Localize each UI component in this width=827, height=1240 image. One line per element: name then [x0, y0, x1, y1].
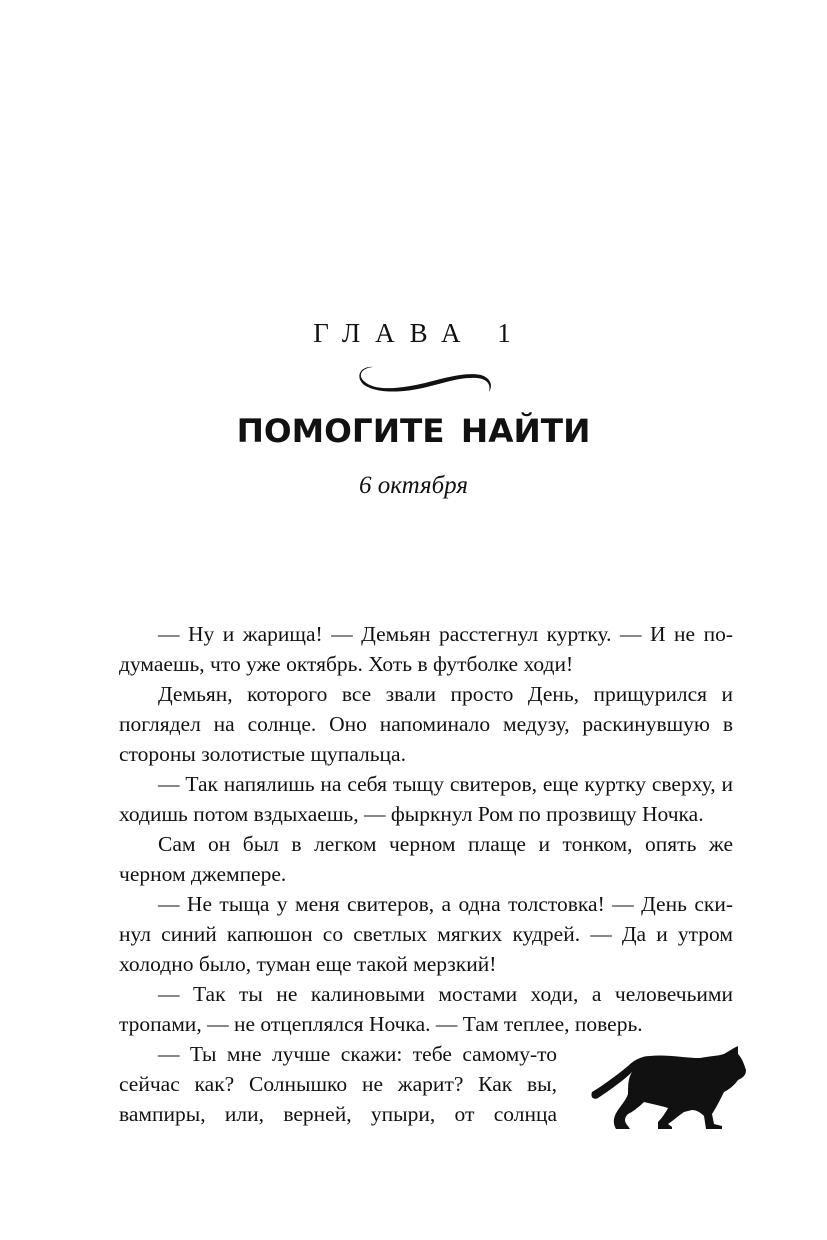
chapter-title: помогите найти [236, 399, 591, 453]
cat-silhouette-icon [588, 1046, 750, 1130]
chapter-label: ГЛАВА 1 [313, 318, 526, 348]
flourish-ornament-icon [355, 362, 495, 396]
paragraph: — Так ты не калиновыми мостами ходи, а человечьими тропами, — не отцеплялся Ночка. — Там теплее, поверь. [119, 982, 733, 1036]
paragraph: — Так напялишь на себя тыщу свитеров, еще куртку сверху, и ходишь потом вздыхаешь, — фыркнул Ром по прозвищу Ночка. [119, 772, 733, 826]
paragraph: — Не тыща у меня свитеров, а одна толстовка! — День скинул синий капюшон со светлых мягких кудрей. — Да и утром холодно было, туман еще такой мерзкий! [119, 892, 733, 976]
paragraph: — Ну и жарища! — Демьян расстегнул куртку. — И не подумаешь, что уже октябрь. Хоть в футболке ходи! [119, 622, 733, 676]
paragraph: Демьян, которого все звали просто День, прищурился и поглядел на солнце. Оно напоминало медузу, раскинувшую в стороны золотистые щупальца. [119, 682, 733, 766]
paragraph: — Ты мне лучше скажи: тебе самому-то сейчас как? Солнышко не жарит? Как вы, вампиры, или, верней, упыри, от солнца [119, 1042, 557, 1126]
chapter-date: 6 октября [359, 472, 468, 499]
paragraph: Сам он был в легком черном плаще и тонком, опять же черном джемпере. [119, 832, 733, 886]
